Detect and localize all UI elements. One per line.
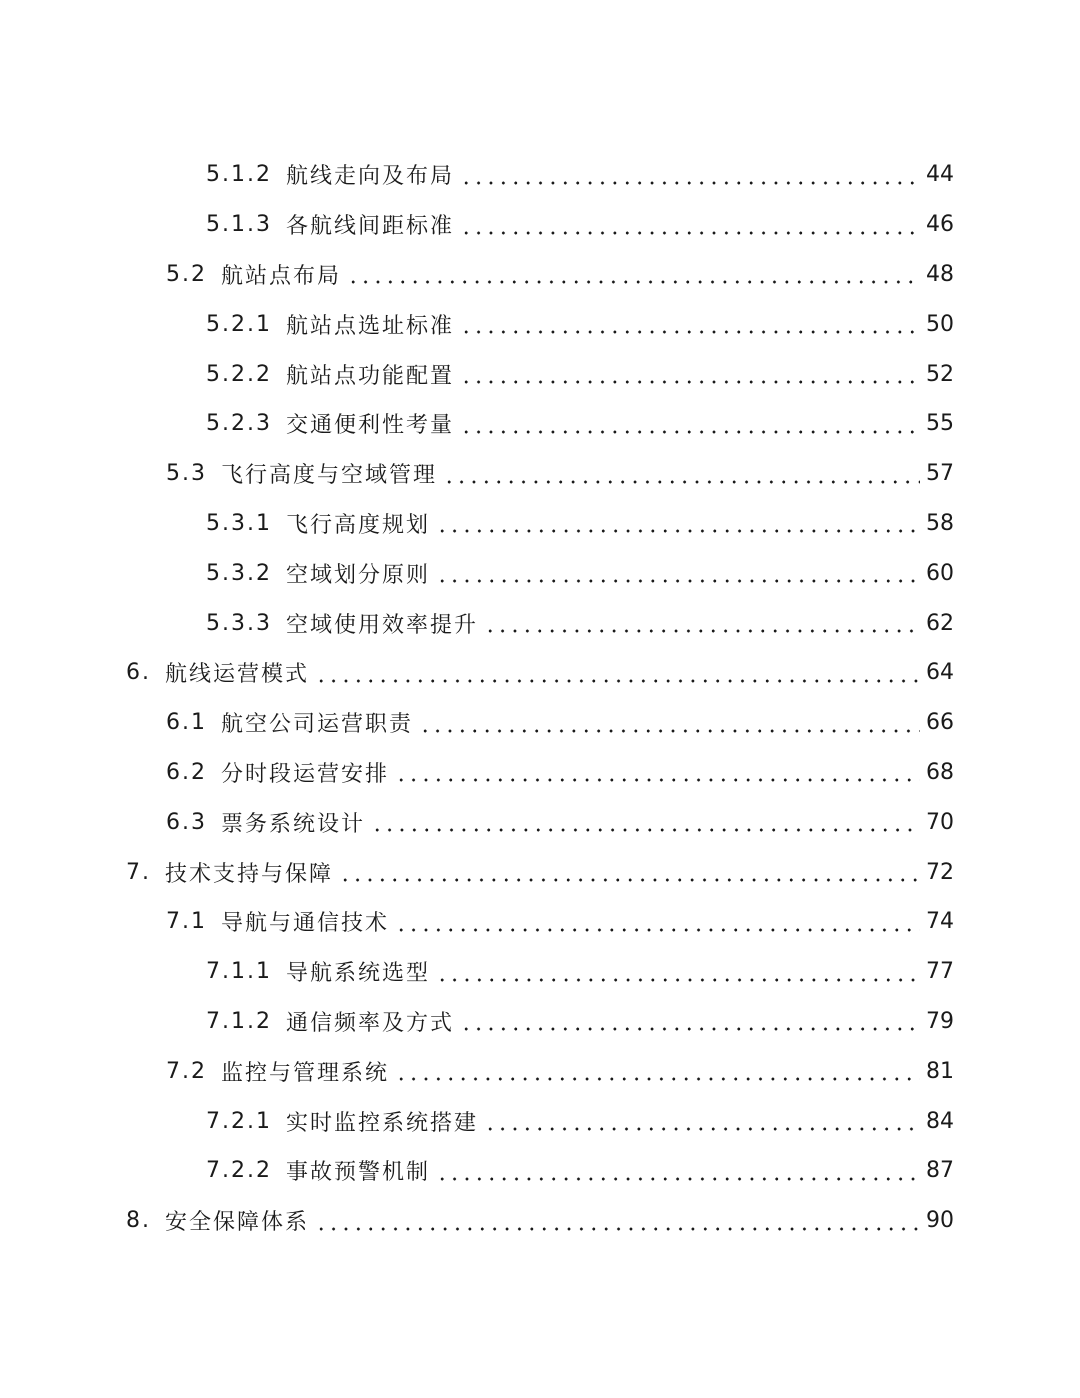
toc-dot-leader (315, 662, 924, 684)
toc-entry[interactable] (0, 698, 1080, 748)
toc-entry[interactable] (0, 947, 1080, 997)
toc-dot-leader (395, 761, 920, 783)
toc-entry-number: 5.1.3 (206, 212, 272, 238)
toc-entry-title: 实时监控系统搭建 (285, 1110, 478, 1136)
toc-entry-title: 航空公司运营职责 (221, 712, 414, 738)
toc-dot-leader (460, 1010, 920, 1032)
toc-entry-title: 票务系统设计 (221, 811, 366, 837)
toc-entry-title: 空域划分原则 (285, 562, 430, 588)
toc-entry-title: 航站点布局 (221, 263, 342, 289)
toc-entry[interactable] (0, 648, 1080, 698)
toc-dot-leader (460, 313, 920, 335)
toc-entry-page-number: 68 (926, 759, 954, 785)
toc-entry[interactable] (0, 1146, 1080, 1196)
toc-entry-title: 飞行高度规划 (285, 512, 430, 538)
toc-entry-number: 6.2 (166, 759, 207, 785)
toc-dot-leader (419, 712, 920, 734)
toc-dot-leader (436, 961, 920, 983)
toc-entry-page-number: 72 (926, 859, 954, 885)
toc-entry-number: 5.3.2 (206, 560, 272, 586)
toc-entry-number: 5.3.1 (206, 510, 272, 536)
toc-entry-title: 事故预警机制 (285, 1160, 430, 1186)
toc-entry[interactable] (0, 598, 1080, 648)
toc-dot-leader (460, 413, 920, 435)
toc-entry-page-number: 64 (926, 660, 954, 686)
toc-entry-number: 7.2.1 (206, 1108, 272, 1134)
toc-entry-number: 5.2.3 (206, 411, 272, 437)
toc-entry[interactable] (0, 399, 1080, 449)
toc-entry-title: 安全保障体系 (165, 1210, 310, 1236)
toc-entry-page-number: 87 (926, 1158, 954, 1184)
toc-entry-title: 监控与管理系统 (221, 1060, 390, 1086)
toc-dot-leader (460, 214, 920, 236)
toc-entry-number: 5.2.2 (206, 361, 272, 387)
toc-entry-number: 7.2.2 (206, 1158, 272, 1184)
toc-dot-leader (395, 1060, 920, 1082)
toc-entry-page-number: 55 (926, 411, 954, 437)
toc-entry-number: 8. (126, 1208, 151, 1234)
toc-entry[interactable] (0, 349, 1080, 399)
toc-dot-leader (460, 164, 920, 186)
toc-dot-leader (436, 1160, 920, 1182)
toc-entry[interactable] (0, 1096, 1080, 1146)
toc-dot-leader (371, 811, 920, 833)
toc-dot-leader (436, 562, 920, 584)
toc-entry-title: 分时段运营安排 (221, 761, 390, 787)
toc-dot-leader (436, 512, 920, 534)
toc-entry-page-number: 57 (926, 461, 954, 487)
toc-entry-page-number: 66 (926, 710, 954, 736)
toc-entry[interactable] (0, 548, 1080, 598)
toc-entry-title: 导航与通信技术 (221, 911, 390, 937)
toc-entry-title: 交通便利性考量 (285, 413, 454, 439)
toc-entry-title: 通信频率及方式 (285, 1010, 454, 1036)
toc-entry-title: 导航系统选型 (285, 961, 430, 987)
toc-entry-title: 航站点功能配置 (285, 363, 454, 389)
toc-entry-number: 5.3.3 (206, 610, 272, 636)
toc-entry-number: 5.2 (166, 261, 207, 287)
toc-dot-leader (315, 1210, 924, 1232)
toc-entry-number: 5.1.2 (206, 162, 272, 188)
toc-entry-page-number: 60 (926, 560, 954, 586)
toc-entry[interactable] (0, 449, 1080, 499)
toc-entry[interactable] (0, 1196, 1080, 1246)
toc-entry-number: 7.1.2 (206, 1008, 272, 1034)
toc-dot-leader (460, 363, 920, 385)
toc-dot-leader (395, 911, 920, 933)
toc-entry[interactable] (0, 150, 1080, 200)
toc-entry[interactable] (0, 299, 1080, 349)
toc-entry-number: 5.2.1 (206, 311, 272, 337)
toc-entry-page-number: 50 (926, 311, 954, 337)
toc-entry-number: 7. (126, 859, 151, 885)
toc-entry-page-number: 81 (926, 1058, 954, 1084)
toc-entry[interactable] (0, 1046, 1080, 1096)
toc-entry[interactable] (0, 997, 1080, 1047)
toc-entry-number: 6.3 (166, 809, 207, 835)
toc-entry-number: 7.2 (166, 1058, 207, 1084)
toc-entry-title: 技术支持与保障 (165, 861, 334, 887)
toc-entry-page-number: 48 (926, 261, 954, 287)
toc-entry-page-number: 70 (926, 809, 954, 835)
toc-entry[interactable] (0, 897, 1080, 947)
toc-entry-number: 6.1 (166, 710, 207, 736)
toc-entry-page-number: 74 (926, 909, 954, 935)
toc-entry-title: 航线运营模式 (165, 662, 310, 688)
toc-entry-number: 7.1.1 (206, 959, 272, 985)
toc-entry-title: 飞行高度与空域管理 (221, 463, 438, 489)
toc-entry-page-number: 44 (926, 162, 954, 188)
toc-entry[interactable] (0, 250, 1080, 300)
toc-entry[interactable] (0, 200, 1080, 250)
toc-entry-page-number: 79 (926, 1008, 954, 1034)
toc-dot-leader (339, 861, 924, 883)
toc-entry-page-number: 90 (926, 1208, 954, 1234)
table-of-contents (0, 150, 1080, 1246)
toc-entry-title: 空域使用效率提升 (285, 612, 478, 638)
toc-entry[interactable] (0, 748, 1080, 798)
toc-entry-title: 航线走向及布局 (285, 164, 454, 190)
toc-dot-leader (484, 1110, 920, 1132)
toc-entry-number: 5.3 (166, 461, 207, 487)
toc-entry-page-number: 77 (926, 959, 954, 985)
toc-entry-number: 7.1 (166, 909, 207, 935)
toc-entry-page-number: 58 (926, 510, 954, 536)
toc-entry-title: 各航线间距标准 (285, 214, 454, 240)
toc-dot-leader (347, 263, 920, 285)
toc-entry-number: 6. (126, 660, 151, 686)
toc-dot-leader (443, 463, 920, 485)
toc-entry[interactable] (0, 847, 1080, 897)
toc-entry-page-number: 52 (926, 361, 954, 387)
toc-entry-page-number: 84 (926, 1108, 954, 1134)
toc-entry-title: 航站点选址标准 (285, 313, 454, 339)
toc-entry-page-number: 46 (926, 212, 954, 238)
toc-entry[interactable] (0, 499, 1080, 549)
toc-dot-leader (484, 612, 920, 634)
toc-entry[interactable] (0, 797, 1080, 847)
toc-entry-page-number: 62 (926, 610, 954, 636)
